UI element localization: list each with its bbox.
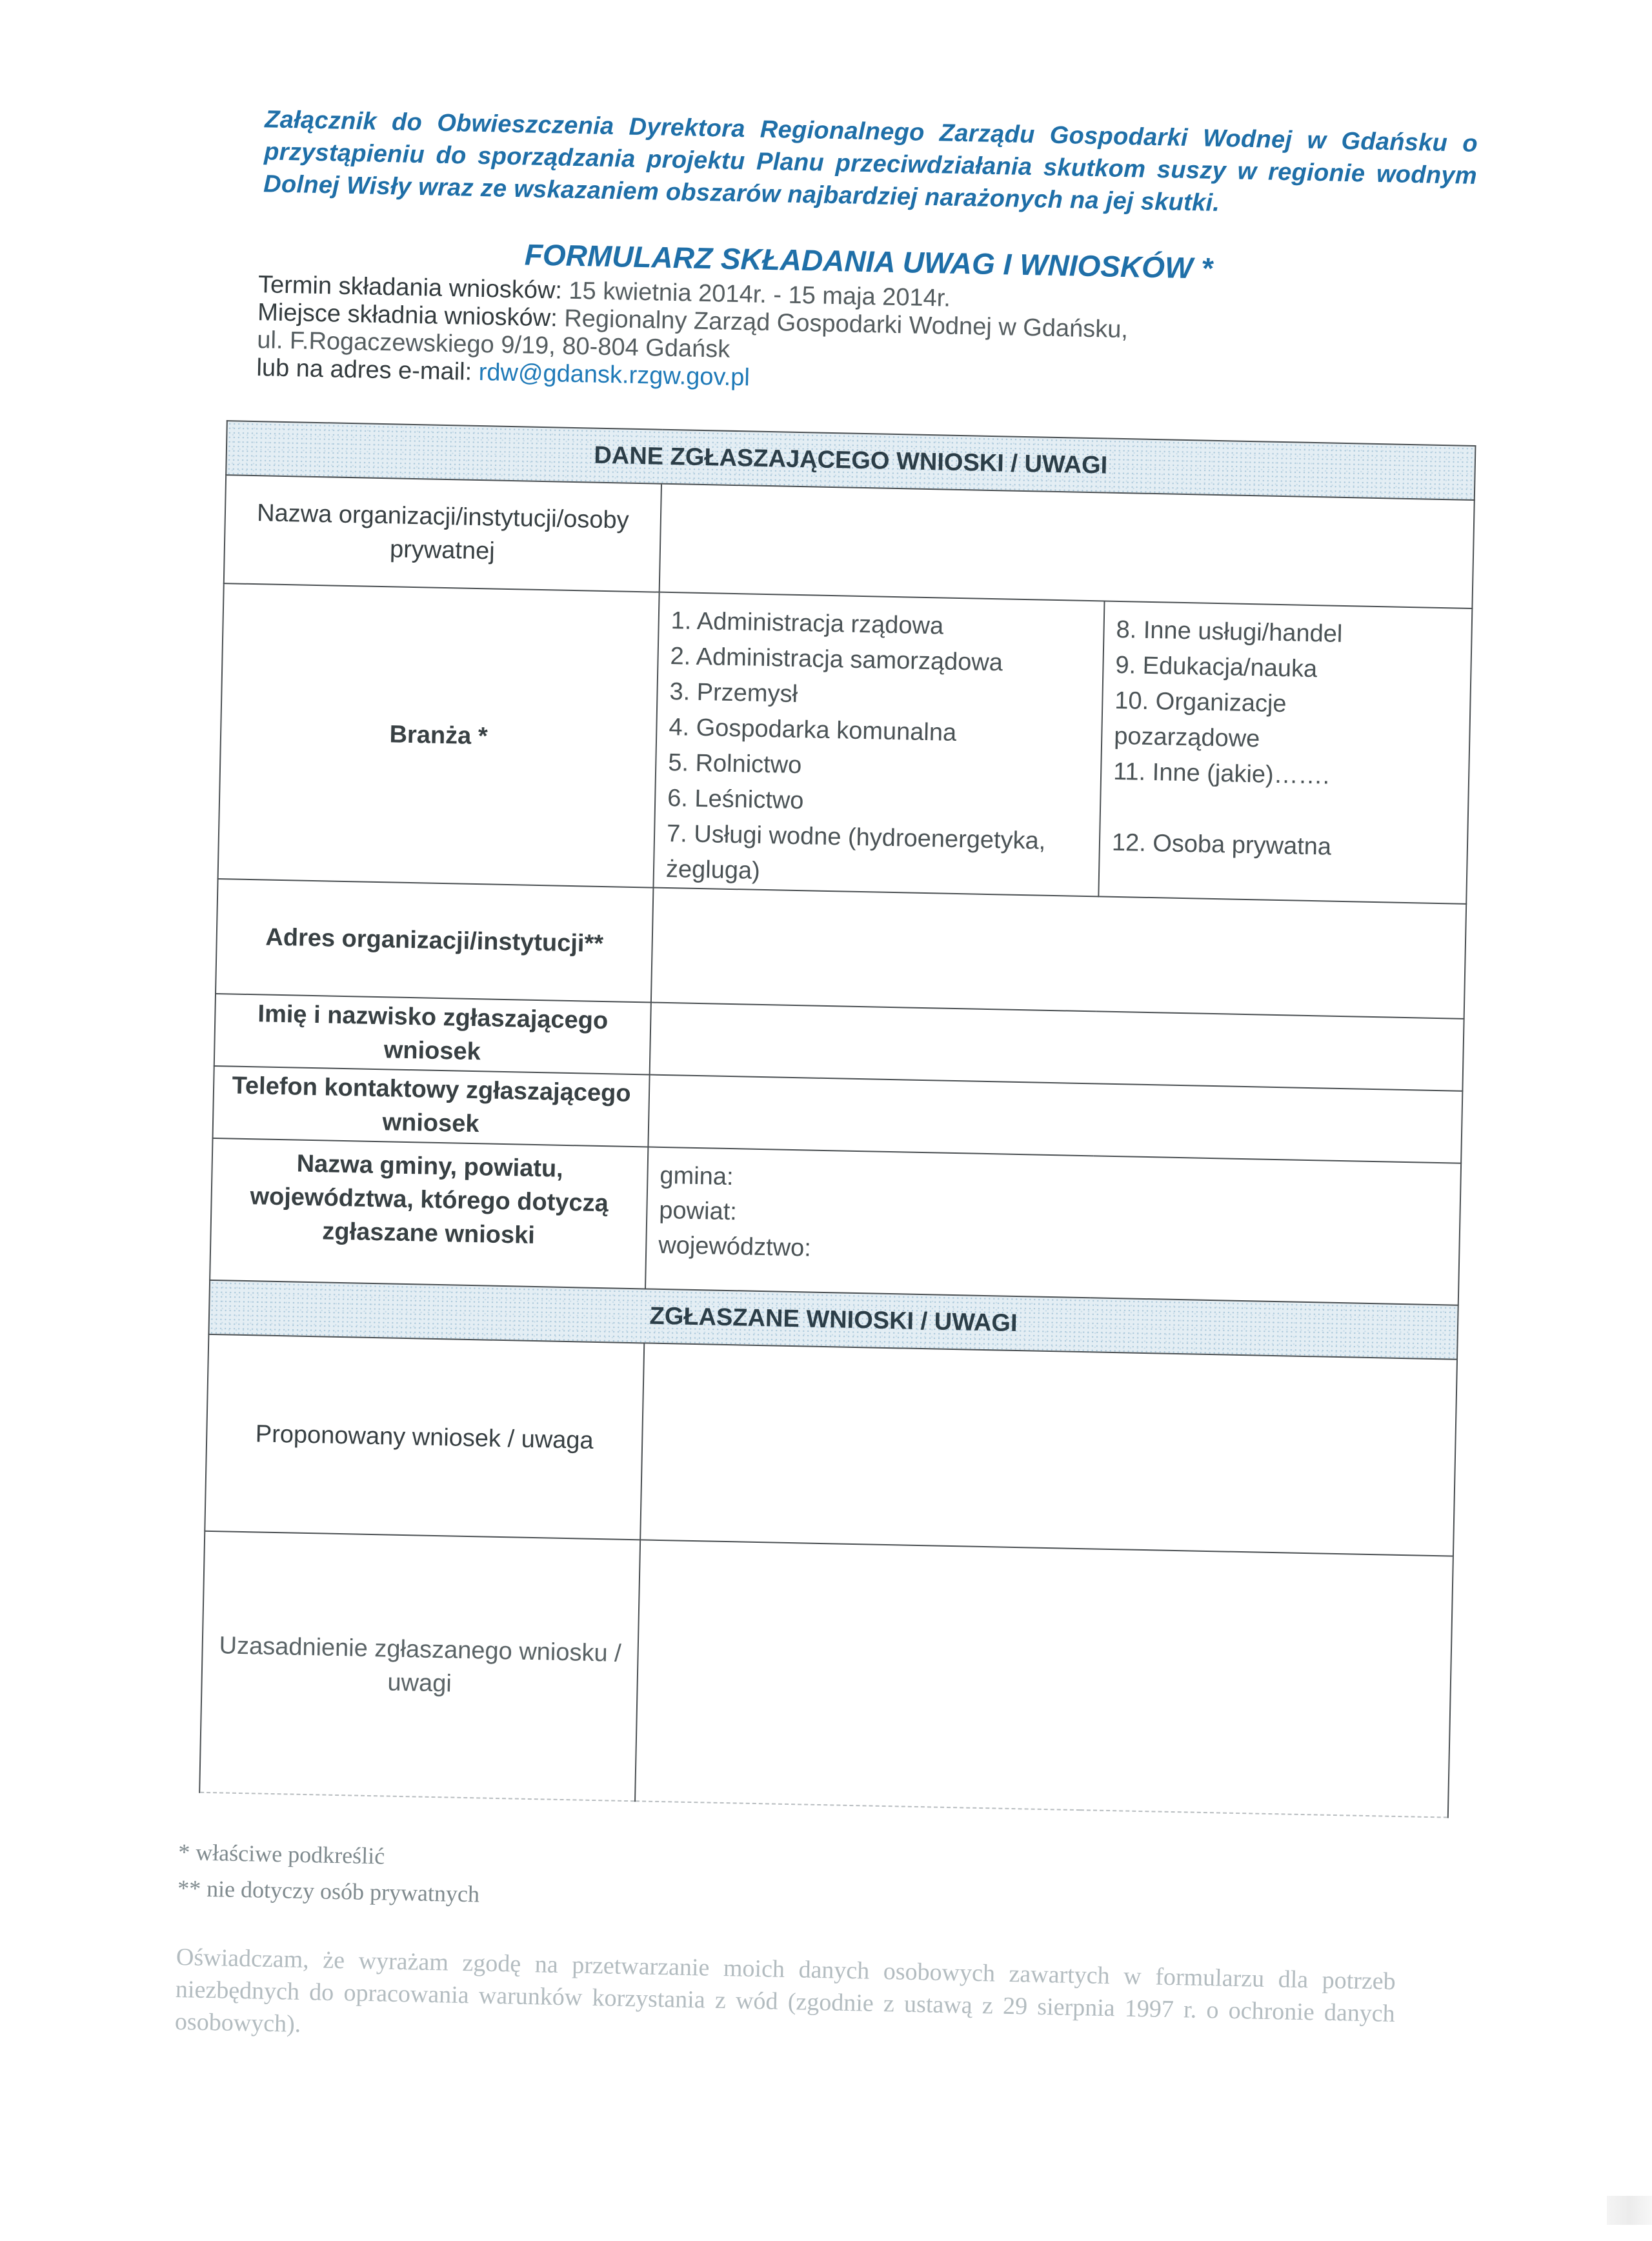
branch-option[interactable]: 6. Leśnictwo xyxy=(667,784,804,815)
branch-option[interactable]: 11. Inne (jakie)……. xyxy=(1113,758,1330,790)
section1-title: DANE ZGŁASZAJĄCEGO WNIOSKI / UWAGI xyxy=(226,421,1475,500)
org-name-label: Nazwa organizacji/instytucji/osoby prywatnej xyxy=(224,475,661,592)
wojewodztwo-field[interactable]: województwo: xyxy=(658,1231,812,1262)
email-label: lub na adres e-mail: xyxy=(256,354,472,386)
branch-option-continued[interactable]: żegluga) xyxy=(665,855,761,885)
phone-label: Telefon kontaktowy zgłaszającego wniosek xyxy=(213,1066,650,1147)
footnotes xyxy=(177,1834,1405,1931)
branch-option-continued[interactable]: pozarządowe xyxy=(1113,722,1260,753)
branch-option[interactable]: 9. Edukacja/nauka xyxy=(1115,651,1318,683)
location-row xyxy=(210,1138,1461,1305)
section2-title: ZGŁASZANE WNIOSKI / UWAGI xyxy=(208,1280,1458,1360)
justification-label: Uzasadnienie zgłaszanego wniosku / uwagi xyxy=(199,1531,640,1801)
proposal-row xyxy=(205,1334,1457,1556)
submission-form-table xyxy=(199,420,1476,1818)
footnote-2: ** nie dotyczy osób prywatnych xyxy=(177,1875,480,1907)
annex-heading: Załącznik do Obwieszczenia Dyrektora Regionalnego Zarządu Gospodarki Wodnej w Gdańsku o przystąpieniu do sporządzania projektu Planu przeciwdziałania skutkom suszy w regionie wodnym Dolnej Wisły wraz ze wskazaniem obszarów najbardziej narażonych na jej skutki. xyxy=(263,106,1478,217)
powiat-field[interactable]: powiat: xyxy=(658,1196,738,1226)
consent-statement: Oświadczam, że wyrażam zgodę na przetwarzanie moich danych osobowych zawartych w formularzu dla potrzeb niezbędnych do opracowania warunków korzystania z wód (zgodnie z ustawą z 29 sierpnia 1997 r. o ochronie danych osobowych). xyxy=(174,1944,1396,2038)
footnote-1: * właściwe podkreślić xyxy=(177,1839,385,1869)
branch-option[interactable]: 8. Inne usługi/handel xyxy=(1116,616,1343,648)
deadline-value: 15 kwietnia 2014r. - 15 maja 2014r. xyxy=(569,277,951,312)
branch-options-col2 xyxy=(1098,601,1472,904)
location-label: Nazwa gminy, powiatu, województwa, którego dotyczą zgłaszane wnioski xyxy=(210,1138,648,1289)
branch-option[interactable]: 1. Administracja rządowa xyxy=(670,607,944,640)
proposal-label: Proponowany wniosek / uwaga xyxy=(205,1334,644,1540)
branch-option[interactable]: 5. Rolnictwo xyxy=(667,749,802,779)
address-label: Adres organizacji/instytucji** xyxy=(216,879,653,1003)
place-value: Regionalny Zarząd Gospodarki Wodnej w Gdańsku, xyxy=(563,305,1129,344)
justification-field[interactable] xyxy=(635,1540,1453,1817)
gmina-field[interactable]: gmina: xyxy=(660,1161,734,1191)
place-label: Miejsce składnia wniosków: xyxy=(257,299,558,332)
branch-row xyxy=(218,583,1473,904)
deadline-label: Termin składania wniosków: xyxy=(257,271,563,305)
proposal-field[interactable] xyxy=(640,1343,1457,1556)
branch-option[interactable]: 12. Osoba prywatna xyxy=(1111,829,1332,861)
branch-option[interactable]: 10. Organizacje xyxy=(1114,687,1287,718)
org-name-field[interactable] xyxy=(660,484,1475,608)
branch-option[interactable]: 3. Przemysł xyxy=(669,678,798,708)
submission-info xyxy=(256,271,1484,407)
branch-option[interactable]: 4. Gospodarka komunalna xyxy=(669,714,957,747)
location-fields xyxy=(645,1147,1461,1305)
form-title: FORMULARZ SKŁADANIA UWAG I WNIOSKÓW * xyxy=(524,237,1213,285)
name-label: Imię i nazwisko zgłaszającego wniosek xyxy=(214,994,651,1075)
branch-label: Branża * xyxy=(218,583,660,887)
scan-edge-artifact xyxy=(1607,2196,1652,2225)
justification-row xyxy=(199,1531,1453,1818)
address-field[interactable] xyxy=(651,888,1466,1019)
branch-option[interactable]: 2. Administracja samorządowa xyxy=(670,643,1003,677)
email-link[interactable]: rdw@gdansk.rzgw.gov.pl xyxy=(478,358,750,392)
branch-option[interactable]: 7. Usługi wodne (hydroenergetyka, xyxy=(666,819,1046,855)
address-line: ul. F.Rogaczewskiego 9/19, 80-804 Gdańsk xyxy=(256,327,730,363)
branch-options-col1 xyxy=(653,592,1104,897)
